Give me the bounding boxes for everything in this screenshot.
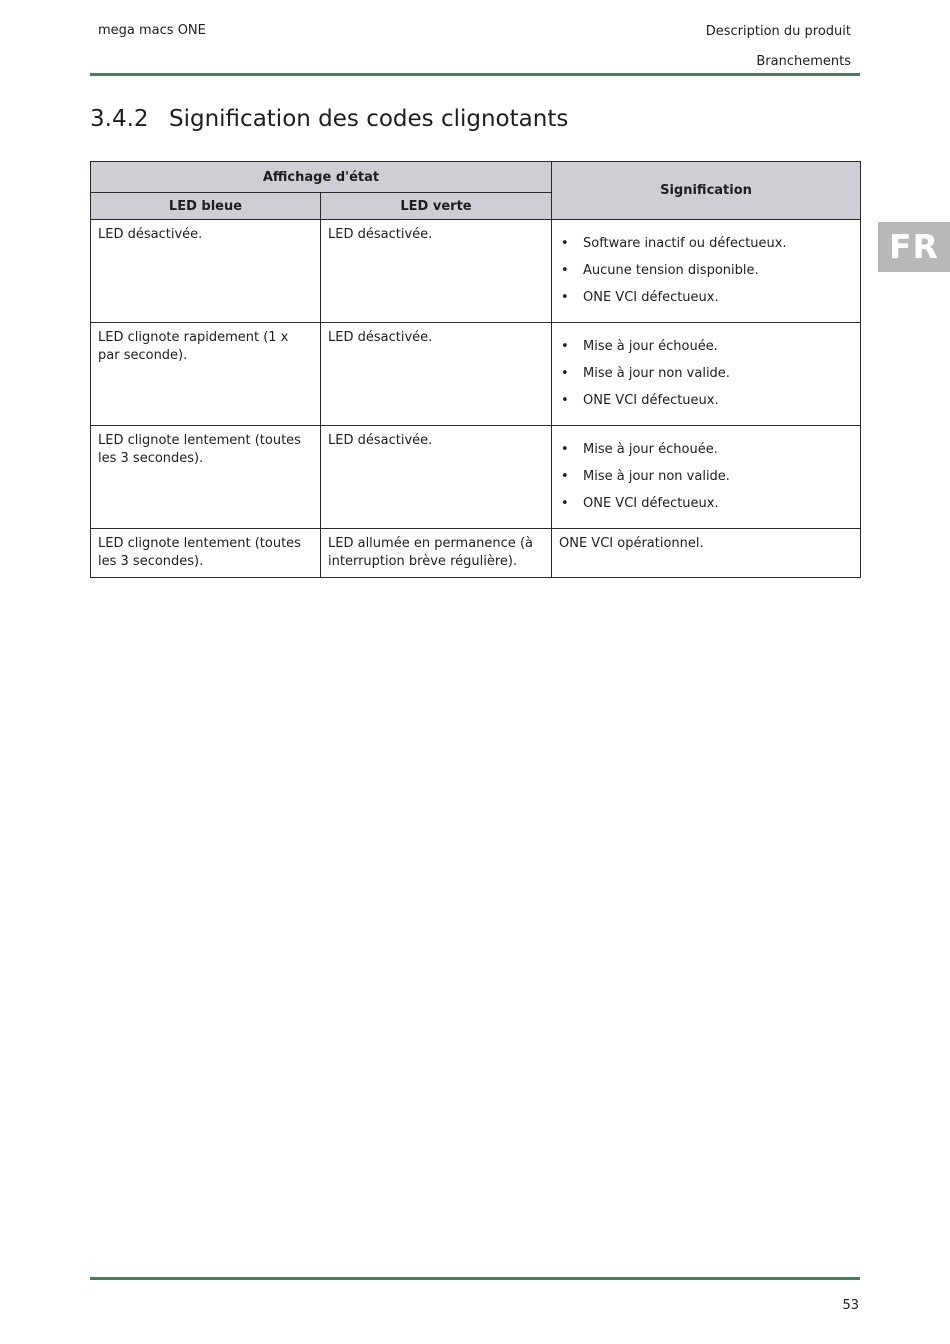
table-row — [91, 323, 861, 426]
blue-led-cell: LED clignote lentement (toutes les 3 secondes). — [91, 426, 321, 529]
meaning-list — [559, 338, 853, 410]
green-led-cell: LED désactivée. — [321, 323, 552, 426]
blue-led-cell: LED désactivée. — [91, 220, 321, 323]
list-item: • ONE VCI défectueux. — [559, 392, 853, 410]
meaning-cell — [552, 220, 861, 323]
list-item: • Software inactif ou défectueux. — [559, 235, 853, 253]
table-row — [91, 426, 861, 529]
led-code-table — [90, 161, 861, 578]
list-item: • ONE VCI défectueux. — [559, 289, 853, 307]
blue-led-cell: LED clignote rapidement (1 x par seconde). — [91, 323, 321, 426]
header-product-name: mega macs ONE — [98, 23, 206, 38]
language-tab: FR — [878, 222, 950, 272]
blue-led-cell: LED clignote lentement (toutes les 3 secondes). — [91, 529, 321, 578]
table-row — [91, 220, 861, 323]
section-number: 3.4.2 — [90, 106, 149, 132]
green-led-cell: LED désactivée. — [321, 426, 552, 529]
meaning-list — [559, 235, 853, 307]
list-item: • Mise à jour non valide. — [559, 468, 853, 486]
green-led-cell: LED allumée en permanence (à interruption brève régulière). — [321, 529, 552, 578]
header-section: Branchements — [756, 54, 851, 69]
green-led-cell: LED désactivée. — [321, 220, 552, 323]
list-item: • Mise à jour échouée. — [559, 441, 853, 459]
list-item: • Mise à jour non valide. — [559, 365, 853, 383]
list-item: • Aucune tension disponible. — [559, 262, 853, 280]
meaning-cell: ONE VCI opérationnel. — [552, 529, 861, 578]
status-display-header: Affichage d'état — [91, 162, 552, 193]
meaning-cell — [552, 426, 861, 529]
meaning-list — [559, 441, 853, 513]
meaning-cell — [552, 323, 861, 426]
header-chapter: Description du produit — [705, 24, 851, 39]
section-heading — [90, 106, 568, 132]
list-item: • Mise à jour échouée. — [559, 338, 853, 356]
table-row — [91, 529, 861, 578]
meaning-header: Signification — [552, 162, 861, 220]
footer-divider — [90, 1277, 860, 1280]
green-led-header: LED verte — [321, 193, 552, 220]
blue-led-header: LED bleue — [91, 193, 321, 220]
page-number: 53 — [842, 1298, 859, 1313]
header-divider — [90, 73, 860, 76]
list-item: • ONE VCI défectueux. — [559, 495, 853, 513]
section-title: Signification des codes clignotants — [169, 106, 569, 132]
